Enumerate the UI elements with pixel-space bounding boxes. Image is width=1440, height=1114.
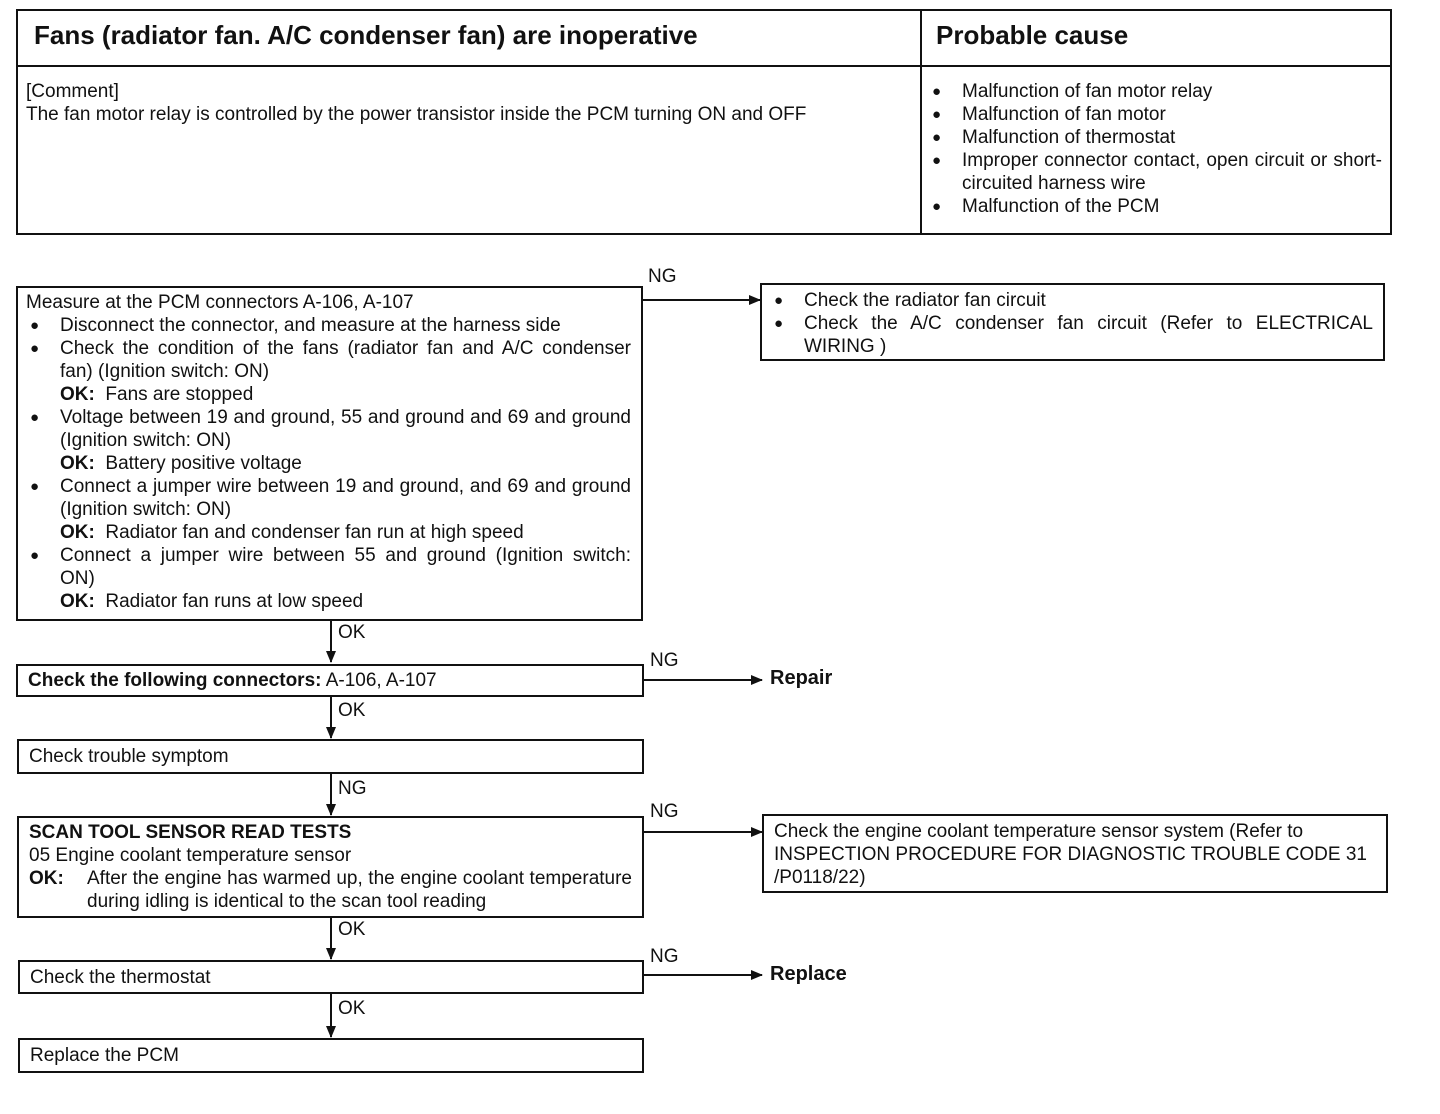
step6-box <box>18 1038 644 1073</box>
step1-bullet <box>26 337 631 406</box>
step4-box <box>17 816 644 918</box>
ng1-box <box>760 283 1385 361</box>
replace-result: Replace <box>770 963 847 985</box>
step5-title: Check the thermostat <box>30 967 211 988</box>
step1-box <box>16 286 643 621</box>
ok-label: OK: <box>29 868 64 889</box>
ng-label-step2: NG <box>650 650 679 671</box>
step6-title: Replace the PCM <box>30 1045 179 1066</box>
ok-label-4: OK <box>338 919 366 940</box>
step4-ok <box>29 867 632 913</box>
ng4-text: Check the engine coolant temperature sensor system (Refer to INSPECTION PROCEDURE FOR DIAGNOSTIC TROUBLE CODE 31 /P0118/22) <box>774 821 1367 888</box>
ng1-list <box>770 289 1373 358</box>
comment-label: [Comment] <box>26 81 119 102</box>
step4-line1: 05 Engine coolant temperature sensor <box>29 845 352 866</box>
ok-label: OK: <box>60 522 95 543</box>
ok-line <box>60 383 631 406</box>
step1-bullet-text: Check the condition of the fans (radiator fan and A/C condenser fan) (Ignition switch: ON) <box>60 338 631 382</box>
ok-text: Battery positive voltage <box>105 453 302 474</box>
repair-result: Repair <box>770 667 833 689</box>
step3-box <box>17 739 644 774</box>
ok-label: OK: <box>60 591 95 612</box>
step1-list <box>26 314 631 613</box>
ok-line <box>60 590 631 613</box>
header-title: Fans (radiator fan. A/C condenser fan) are inoperative <box>34 20 698 50</box>
ng1-bullet: ● Check the radiator fan circuit <box>770 289 1373 312</box>
comment-text: The fan motor relay is controlled by the power transistor inside the PCM turning ON and OFF <box>26 104 807 125</box>
ok-text: After the engine has warmed up, the engine coolant temperature during idling is identical to the scan tool reading <box>87 868 632 912</box>
ok-label-2: OK <box>338 700 366 721</box>
ok-label: OK: <box>60 453 95 474</box>
step1-bullet <box>26 406 631 475</box>
probable-cause-title: Probable cause <box>936 20 1129 50</box>
ng-label-step4: NG <box>650 801 679 822</box>
step2-box <box>16 664 644 697</box>
ok-text: Fans are stopped <box>105 384 254 405</box>
ng4-box <box>762 814 1388 893</box>
ok-line <box>60 452 631 475</box>
cause-item: ● Malfunction of fan motor relay <box>928 80 1382 103</box>
step3-title: Check trouble symptom <box>29 746 229 767</box>
ng-label-3: NG <box>338 778 367 799</box>
ok-label: OK: <box>60 384 95 405</box>
ok-text: Radiator fan and condenser fan run at high speed <box>105 522 524 543</box>
ok-label-5: OK <box>338 998 366 1019</box>
cause-item: ● Malfunction of thermostat <box>928 126 1382 149</box>
step1-bullet: ● Disconnect the connector, and measure at the harness side <box>26 314 631 337</box>
step5-box <box>18 960 644 994</box>
step1-bullet-text: Voltage between 19 and ground, 55 and ground and 69 and ground (Ignition switch: ON) <box>60 407 631 451</box>
step2-title-bold: Check the following connectors: <box>28 670 322 691</box>
step1-bullet <box>26 544 631 613</box>
step1-bullet-text: Connect a jumper wire between 19 and ground, and 69 and ground (Ignition switch: ON) <box>60 476 631 520</box>
ok-line <box>60 521 631 544</box>
step1-title: Measure at the PCM connectors A-106, A-107 <box>26 292 414 313</box>
ng-label-step1: NG <box>648 266 677 287</box>
ok-text: Radiator fan runs at low speed <box>105 591 364 612</box>
step4-title: SCAN TOOL SENSOR READ TESTS <box>29 822 352 843</box>
cause-item: ● Improper connector contact, open circuit or short-circuited harness wire <box>928 149 1382 195</box>
cause-item: ● Malfunction of fan motor <box>928 103 1382 126</box>
cause-item: ● Malfunction of the PCM <box>928 195 1382 218</box>
ng1-bullet: ● Check the A/C condenser fan circuit (Refer to ELECTRICAL WIRING ) <box>770 312 1373 358</box>
ng-label-step5: NG <box>650 946 679 967</box>
step2-title-rest: A-106, A-107 <box>321 670 437 691</box>
step1-bullet <box>26 475 631 544</box>
step1-bullet-text: Connect a jumper wire between 55 and ground (Ignition switch: ON) <box>60 545 631 589</box>
ok-label-1: OK <box>338 622 366 643</box>
